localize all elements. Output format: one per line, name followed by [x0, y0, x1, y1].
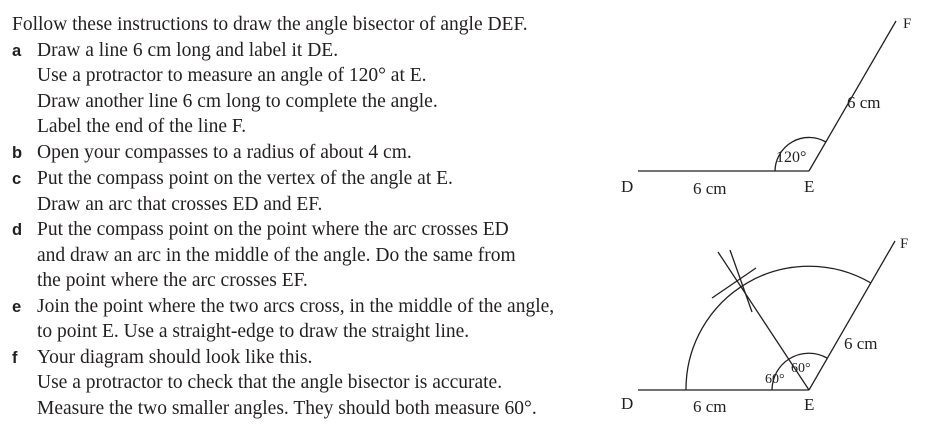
step-line: Use a protractor to check that the angle bisector is accurate. — [37, 372, 503, 393]
step-letter: f — [12, 348, 18, 367]
label-e: E — [804, 177, 815, 196]
step-line: and draw an arc in the middle of the angle. Do the same from — [37, 244, 516, 266]
step-letter: c — [12, 170, 22, 188]
step-line: Put the compass point on the vertex of the angle at E. — [37, 168, 453, 189]
label-f: F — [900, 236, 909, 252]
step-line: Open your compasses to a radius of about 4 cm. — [37, 141, 412, 163]
step-letter: a — [12, 41, 22, 60]
angle-arc-right — [789, 353, 827, 359]
angle-label-right: 60° — [791, 361, 811, 376]
side-length-label: 6 cm — [847, 93, 881, 112]
step-line: to point E. Use a straight-edge to draw the straight line. — [37, 321, 470, 342]
label-e: E — [804, 395, 815, 414]
step-line: Draw a line 6 cm long and label it DE. — [37, 39, 339, 61]
side-length-label: 6 cm — [844, 334, 878, 353]
intro-text: Follow these instructions to draw the angle bisector of angle DEF. — [12, 14, 528, 35]
step-letter: b — [12, 143, 23, 162]
step-line: Draw an arc that crosses ED and EF. — [37, 193, 323, 215]
step-line: Label the end of the line F. — [37, 116, 247, 137]
step-line: Put the compass point on the point where the arc crosses ED — [37, 219, 509, 240]
step-line: Your diagram should look like this. — [37, 346, 313, 368]
label-d: D — [621, 177, 634, 196]
step-line: Draw another line 6 cm long to complete the angle. — [37, 90, 438, 112]
construction-arc-2 — [730, 250, 752, 312]
base-length-label: 6 cm — [693, 179, 727, 198]
construction-arc-1 — [712, 268, 756, 298]
base-length-label: 6 cm — [693, 397, 727, 416]
step-line: the point where the arc crosses EF. — [37, 270, 308, 291]
step-line: Measure the two smaller angles. They should both measure 60°. — [37, 397, 537, 419]
step-line: Join the point where the two arcs cross, in the middle of the angle, — [37, 295, 555, 317]
step-line: Use a protractor to measure an angle of 120° at E. — [37, 65, 427, 86]
angle-label-120: 120° — [776, 149, 807, 166]
line-ef — [809, 241, 895, 390]
step-letter: d — [12, 221, 23, 239]
label-d: D — [621, 394, 634, 413]
label-f: F — [903, 16, 912, 32]
angle-label-left: 60° — [765, 372, 785, 387]
step-letter: e — [12, 297, 22, 316]
